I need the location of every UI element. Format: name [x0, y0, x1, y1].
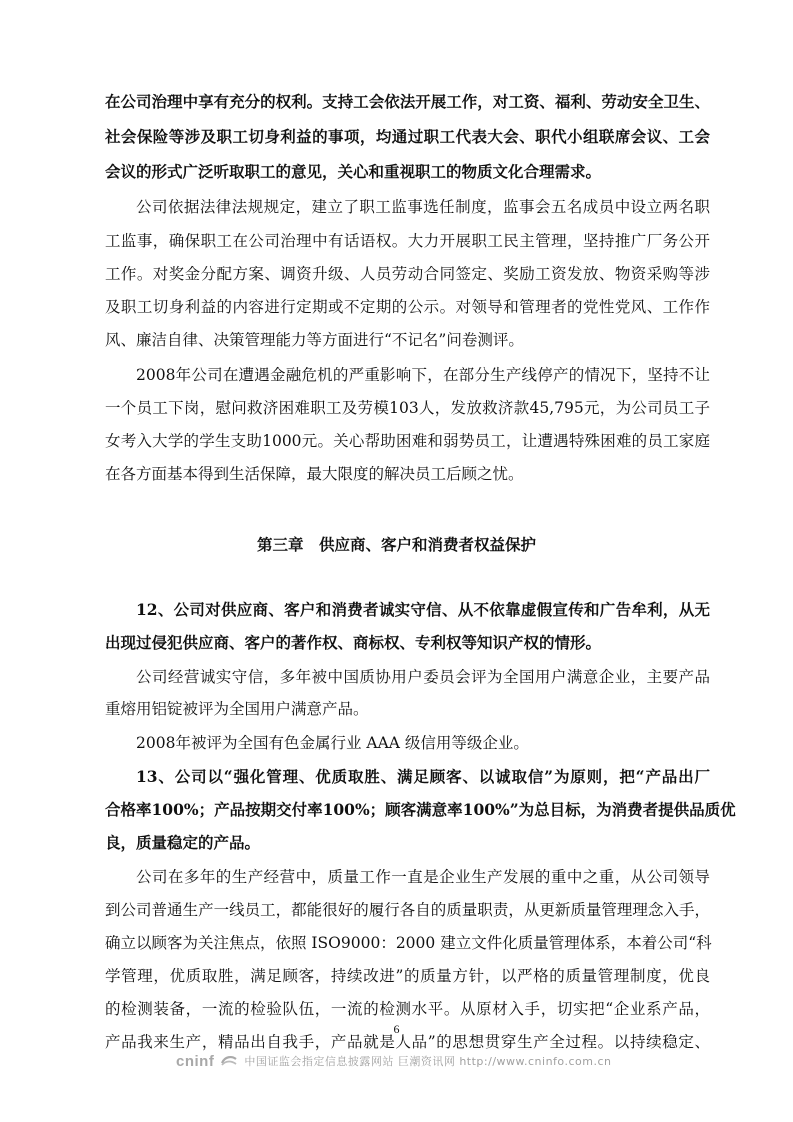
footer-watermark	[176, 1052, 611, 1070]
paragraph-line: 确立以顾客为关注焦点，依照 ISO9000：2000 建立文件化质量管理体系，本着公司“科	[105, 934, 712, 952]
paragraph-line: 及职工切身利益的内容进行定期或不定期的公示。对领导和管理者的党性党风、工作作	[105, 298, 710, 316]
paragraph-line: 2008年被评为全国有色金属行业 AAA 级信用等级企业。	[136, 734, 529, 752]
cninfo-logo: cninf	[176, 1052, 215, 1070]
paragraph-line: 在各方面基本得到生活保障，最大限度的解决员工后顾之忧。	[105, 465, 524, 483]
paragraph-line: 公司依据法律法规规定，建立了职工监事选任制度，监事会五名成员中设立两名职	[136, 198, 710, 216]
paragraph-line: 在公司治理中享有充分的权利。支持工会依法开展工作，对工资、福利、劳动安全卫生、	[105, 92, 710, 111]
paragraph-line: 工作。对奖金分配方案、调资升级、人员劳动合同签定、奖励工资发放、物资采购等涉	[105, 265, 710, 283]
paragraph-line: 到公司普通生产一线员工，都能很好的履行各自的质量职责，从更新质量管理理念入手，	[105, 901, 710, 919]
paragraph-line: 女考入大学的学生支助1000元。关心帮助困难和弱势员工，让遭遇特殊困难的员工家庭	[105, 432, 710, 450]
paragraph-line: 学管理，优质取胜，满足顾客，持续改进”的质量方针，以严格的质量管理制度，优良	[105, 967, 710, 985]
chapter-heading: 第三章 供应商、客户和消费者权益保护	[256, 535, 536, 554]
item-heading-line: 12、公司对供应商、客户和消费者诚实守信、从不依靠虚假宣传和广告牟利，从无	[136, 600, 710, 619]
item-heading-line: 13、公司以“强化管理、优质取胜、满足顾客、以诚取信”为原则，把“产品出厂	[136, 767, 710, 786]
item-heading-line: 合格率100%；产品按期交付率100%；顾客满意率100%”为总目标，为消费者提供品质优	[105, 800, 736, 819]
paragraph-line: 社会保险等涉及职工切身利益的事项，均通过职工代表大会、职代小组联席会议、工会	[105, 127, 710, 146]
paragraph-line: 的检测装备，一流的检验队伍，一流的检测水平。从原材入手，切实把“企业系产品，	[105, 1000, 710, 1018]
paragraph-line: 一个员工下岗，慰问救济困难职工及劳模103人，发放救济款45,795元，为公司员工子	[105, 399, 710, 417]
paragraph-line: 产品我来生产，精品出自我手，产品就是人品”的思想贯穿生产全过程。以持续稳定、	[105, 1033, 710, 1051]
paragraph-line: 风、廉洁自律、决策管理能力等方面进行“不记名”问卷测评。	[105, 331, 524, 349]
paragraph-line: 2008年公司在遭遇金融危机的严重影响下，在部分生产线停产的情况下，坚持不让	[136, 366, 710, 384]
item-heading-line: 良，质量稳定的产品。	[105, 833, 261, 852]
page-number: 6	[393, 1022, 400, 1036]
paragraph-line: 公司经营诚实守信，多年被中国质协用户委员会评为全国用户满意企业，主要产品	[136, 668, 710, 686]
cninfo-swirl-icon	[220, 1054, 238, 1068]
item-heading-line: 出现过侵犯供应商、客户的著作权、商标权、专利权等知识产权的情形。	[105, 633, 602, 652]
paragraph-line: 公司在多年的生产经营中，质量工作一直是企业生产发展的重中之重，从公司领导	[136, 868, 710, 886]
paragraph-line: 工监事，确保职工在公司治理中有话语权。大力开展职工民主管理，坚持推广厂务公开	[105, 232, 710, 250]
paragraph-line: 重熔用铝锭被评为全国用户满意产品。	[105, 700, 369, 718]
footer-text: 中国证监会指定信息披露网站 巨潮资讯网 http://www.cninfo.com.cn	[244, 1055, 612, 1068]
paragraph-line: 会议的形式广泛听取职工的意见，关心和重视职工的物质文化合理需求。	[105, 162, 602, 181]
